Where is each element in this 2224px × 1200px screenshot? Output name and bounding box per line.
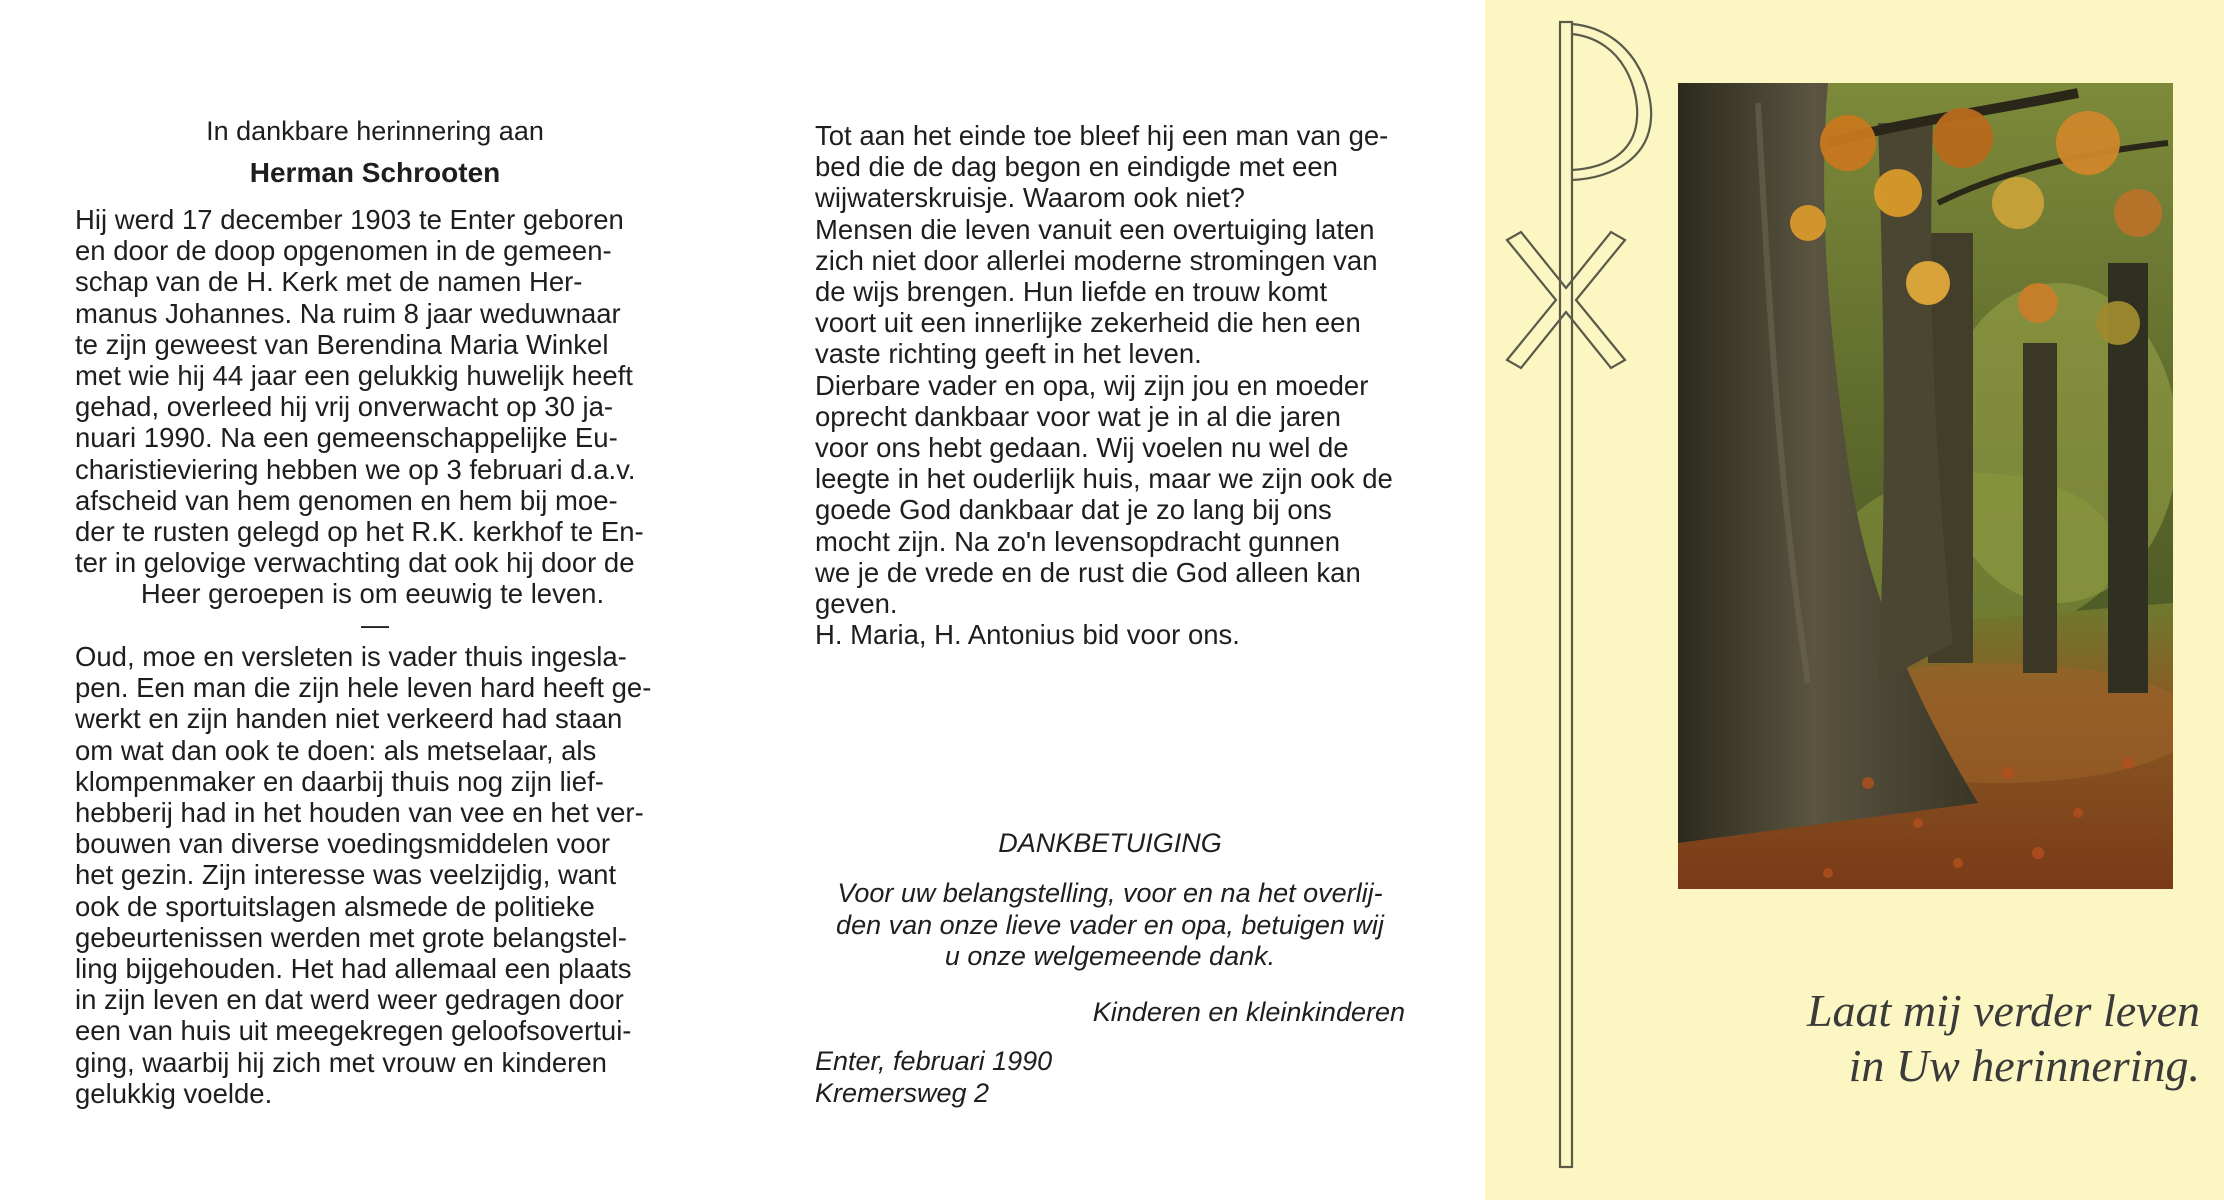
text-line: gehad, overleed hij vrij onverwacht op 30 ja- xyxy=(75,391,614,423)
text-line: geven. xyxy=(815,588,898,620)
middle-panel xyxy=(800,0,1485,1200)
text-line: zich niet door allerlei moderne stromingen van xyxy=(815,244,1378,276)
address: Kremersweg 2 xyxy=(815,1078,990,1108)
text-line: ter in gelovige verwachting dat ook hij door de xyxy=(75,547,635,579)
text-line: Hij werd 17 december 1903 te Enter geboren xyxy=(75,204,624,235)
place-date-block xyxy=(815,1045,1405,1109)
text-line: bed die de dag begon en eindigde met een xyxy=(815,151,1338,183)
text-line: gelukkig voelde. xyxy=(75,1077,273,1109)
text-line: met wie hij 44 jaar een gelukkig huwelijk heeft xyxy=(75,360,633,392)
intro-text: In dankbare herinnering aan xyxy=(206,116,544,146)
text-line: den van onze lieve vader en opa, betuigen wij xyxy=(836,909,1384,940)
text-line: voor ons hebt gedaan. Wij voelen nu wel de xyxy=(815,432,1349,464)
left-panel xyxy=(0,0,800,1200)
text-line: bouwen van diverse voedingsmiddelen voor xyxy=(75,828,611,860)
text-line: goede God dankbaar dat je zo lang bij ons xyxy=(815,494,1332,526)
text-line: wijwaterskruisje. Waarom ook niet? xyxy=(815,182,1245,214)
text-line: Voor uw belangstelling, voor en na het overlij- xyxy=(837,878,1383,908)
text-line: een van huis uit meegekregen geloofsovertui- xyxy=(75,1015,632,1047)
text-line: pen. Een man die zijn hele leven hard heeft ge- xyxy=(75,672,652,704)
text-line: der te rusten gelegd op het R.K. kerkhof te En- xyxy=(75,516,644,548)
text-line: ling bijgehouden. Het had allemaal een plaats xyxy=(75,953,632,985)
text-line: Tot aan het einde toe bleef hij een man van ge- xyxy=(815,120,1389,151)
text-line: hebberij had in het houden van vee en het ver- xyxy=(75,797,644,829)
text-line: vaste richting geeft in het leven. xyxy=(815,338,1202,370)
cover-panel xyxy=(1485,0,2224,1200)
text-line: werkt en zijn handen niet verkeerd had staan xyxy=(75,703,623,735)
text-line: afscheid van hem genomen en hem bij moe- xyxy=(75,484,618,516)
quote-line: Laat mij verder leven xyxy=(1806,985,2200,1036)
life-paragraph xyxy=(75,641,670,1109)
text-line: Heer geroepen is om eeuwig te leven. xyxy=(140,578,605,610)
text-line: H. Maria, H. Antonius bid voor ons. xyxy=(815,619,1240,651)
place-date: Enter, februari 1990 xyxy=(815,1046,1053,1076)
text-line: te zijn geweest van Berendina Maria Winkel xyxy=(75,328,609,360)
separator-dash: — xyxy=(361,609,389,640)
biography-paragraph xyxy=(75,204,670,610)
text-line: we je de vrede en de rust die God alleen kan xyxy=(815,556,1361,588)
faith-paragraph xyxy=(815,120,1405,650)
text-line: schap van de H. Kerk met de namen Her- xyxy=(75,266,583,298)
text-line: nuari 1990. Na een gemeenschappelijke Eu- xyxy=(75,422,618,454)
acknowledgement-title: DANKBETUIGING xyxy=(998,828,1222,858)
text-line: oprecht dankbaar voor wat je in al die jaren xyxy=(815,400,1341,432)
text-line: gebeurtenissen werden met grote belangstel- xyxy=(75,921,627,953)
signature: Kinderen en kleinkinderen xyxy=(1092,997,1405,1027)
text-line: charistieviering hebben we op 3 februari d.a.v. xyxy=(75,453,636,485)
text-line: in zijn leven en dat werd weer gedragen door xyxy=(75,984,624,1016)
text-line: Dierbare vader en opa, wij zijn jou en moeder xyxy=(815,369,1369,401)
quote-line: in Uw herinnering. xyxy=(1848,1040,2200,1091)
text-line: Mensen die leven vanuit een overtuiging laten xyxy=(815,213,1375,245)
text-line: mocht zijn. Na zo'n levensopdracht gunnen xyxy=(815,525,1341,557)
acknowledgement-text xyxy=(815,878,1405,973)
text-line: de wijs brengen. Hun liefde en trouw komt xyxy=(815,276,1328,308)
text-line: en door de doop opgenomen in de gemeen- xyxy=(75,235,612,267)
memorial-quote xyxy=(1665,983,2200,1093)
text-line: manus Johannes. Na ruim 8 jaar weduwnaar xyxy=(75,297,621,329)
text-line: Oud, moe en versleten is vader thuis ingesla- xyxy=(75,641,627,672)
text-line: ging, waarbij hij zich met vrouw en kinderen xyxy=(75,1046,607,1078)
deceased-name: Herman Schrooten xyxy=(249,157,501,188)
text-line: leegte in het ouderlijk huis, maar we zijn ook de xyxy=(815,463,1393,495)
text-line: het gezin. Zijn interesse was veelzijdig, want xyxy=(75,859,617,891)
text-line: ook de sportuitslagen alsmede de politieke xyxy=(75,890,595,922)
text-line: voort uit een innerlijke zekerheid die hen een xyxy=(815,307,1361,339)
text-line: u onze welgemeende dank. xyxy=(944,941,1276,971)
text-line: om wat dan ook te doen: als metselaar, als xyxy=(75,734,597,766)
autumn-forest-photo xyxy=(1678,83,2173,889)
text-line: klompenmaker en daarbij thuis nog zijn lief- xyxy=(75,765,604,797)
